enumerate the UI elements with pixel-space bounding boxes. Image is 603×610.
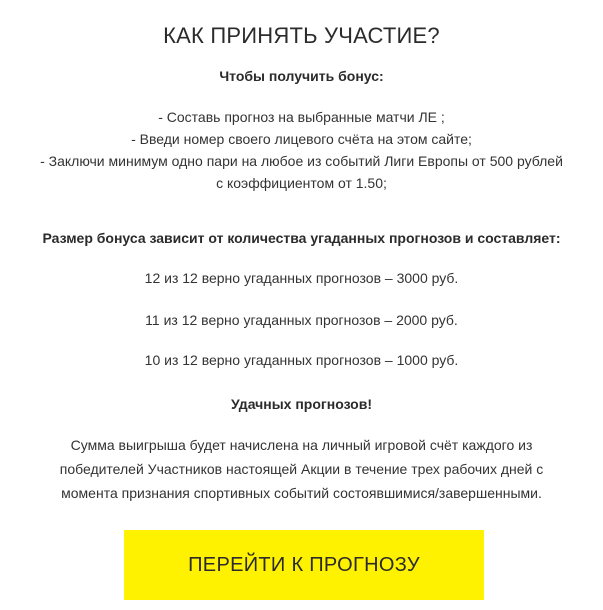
rule-item: - Введи номер своего лицевого счёта на этом сайте; xyxy=(131,131,472,147)
rule-item: - Составь прогноз на выбранные матчи ЛЕ ; xyxy=(158,109,445,125)
bonus-subtitle: Чтобы получить бонус: xyxy=(219,68,384,84)
rule-item: с коэффициентом от 1.50; xyxy=(216,175,387,191)
page-title: КАК ПРИНЯТЬ УЧАСТИЕ? xyxy=(163,23,440,48)
go-to-forecast-button[interactable]: ПЕРЕЙТИ К ПРОГНОЗУ xyxy=(124,530,484,600)
prize-tier: 10 из 12 верно угаданных прогнозов – 1000 руб. xyxy=(144,352,459,368)
bonus-size-heading: Размер бонуса зависит от количества угаданных прогнозов и составляет: xyxy=(42,230,561,246)
prize-tier: 12 из 12 верно угаданных прогнозов – 3000 руб. xyxy=(144,270,459,286)
payout-description: Сумма выигрыша будет начислена на личный игровой счёт каждого из победителей Участников настоящей Акции в течение трех рабочих дней с момента признания спортивных событий состоявшимися/завершенными. xyxy=(59,437,544,501)
rules-list xyxy=(0,106,603,194)
prize-tier: 11 из 12 верно угаданных прогнозов – 2000 руб. xyxy=(145,312,458,328)
rule-item: - Заключи минимум одно пари на любое из событий Лиги Европы от 500 рублей xyxy=(40,153,563,169)
good-luck-text: Удачных прогнозов! xyxy=(230,396,372,412)
